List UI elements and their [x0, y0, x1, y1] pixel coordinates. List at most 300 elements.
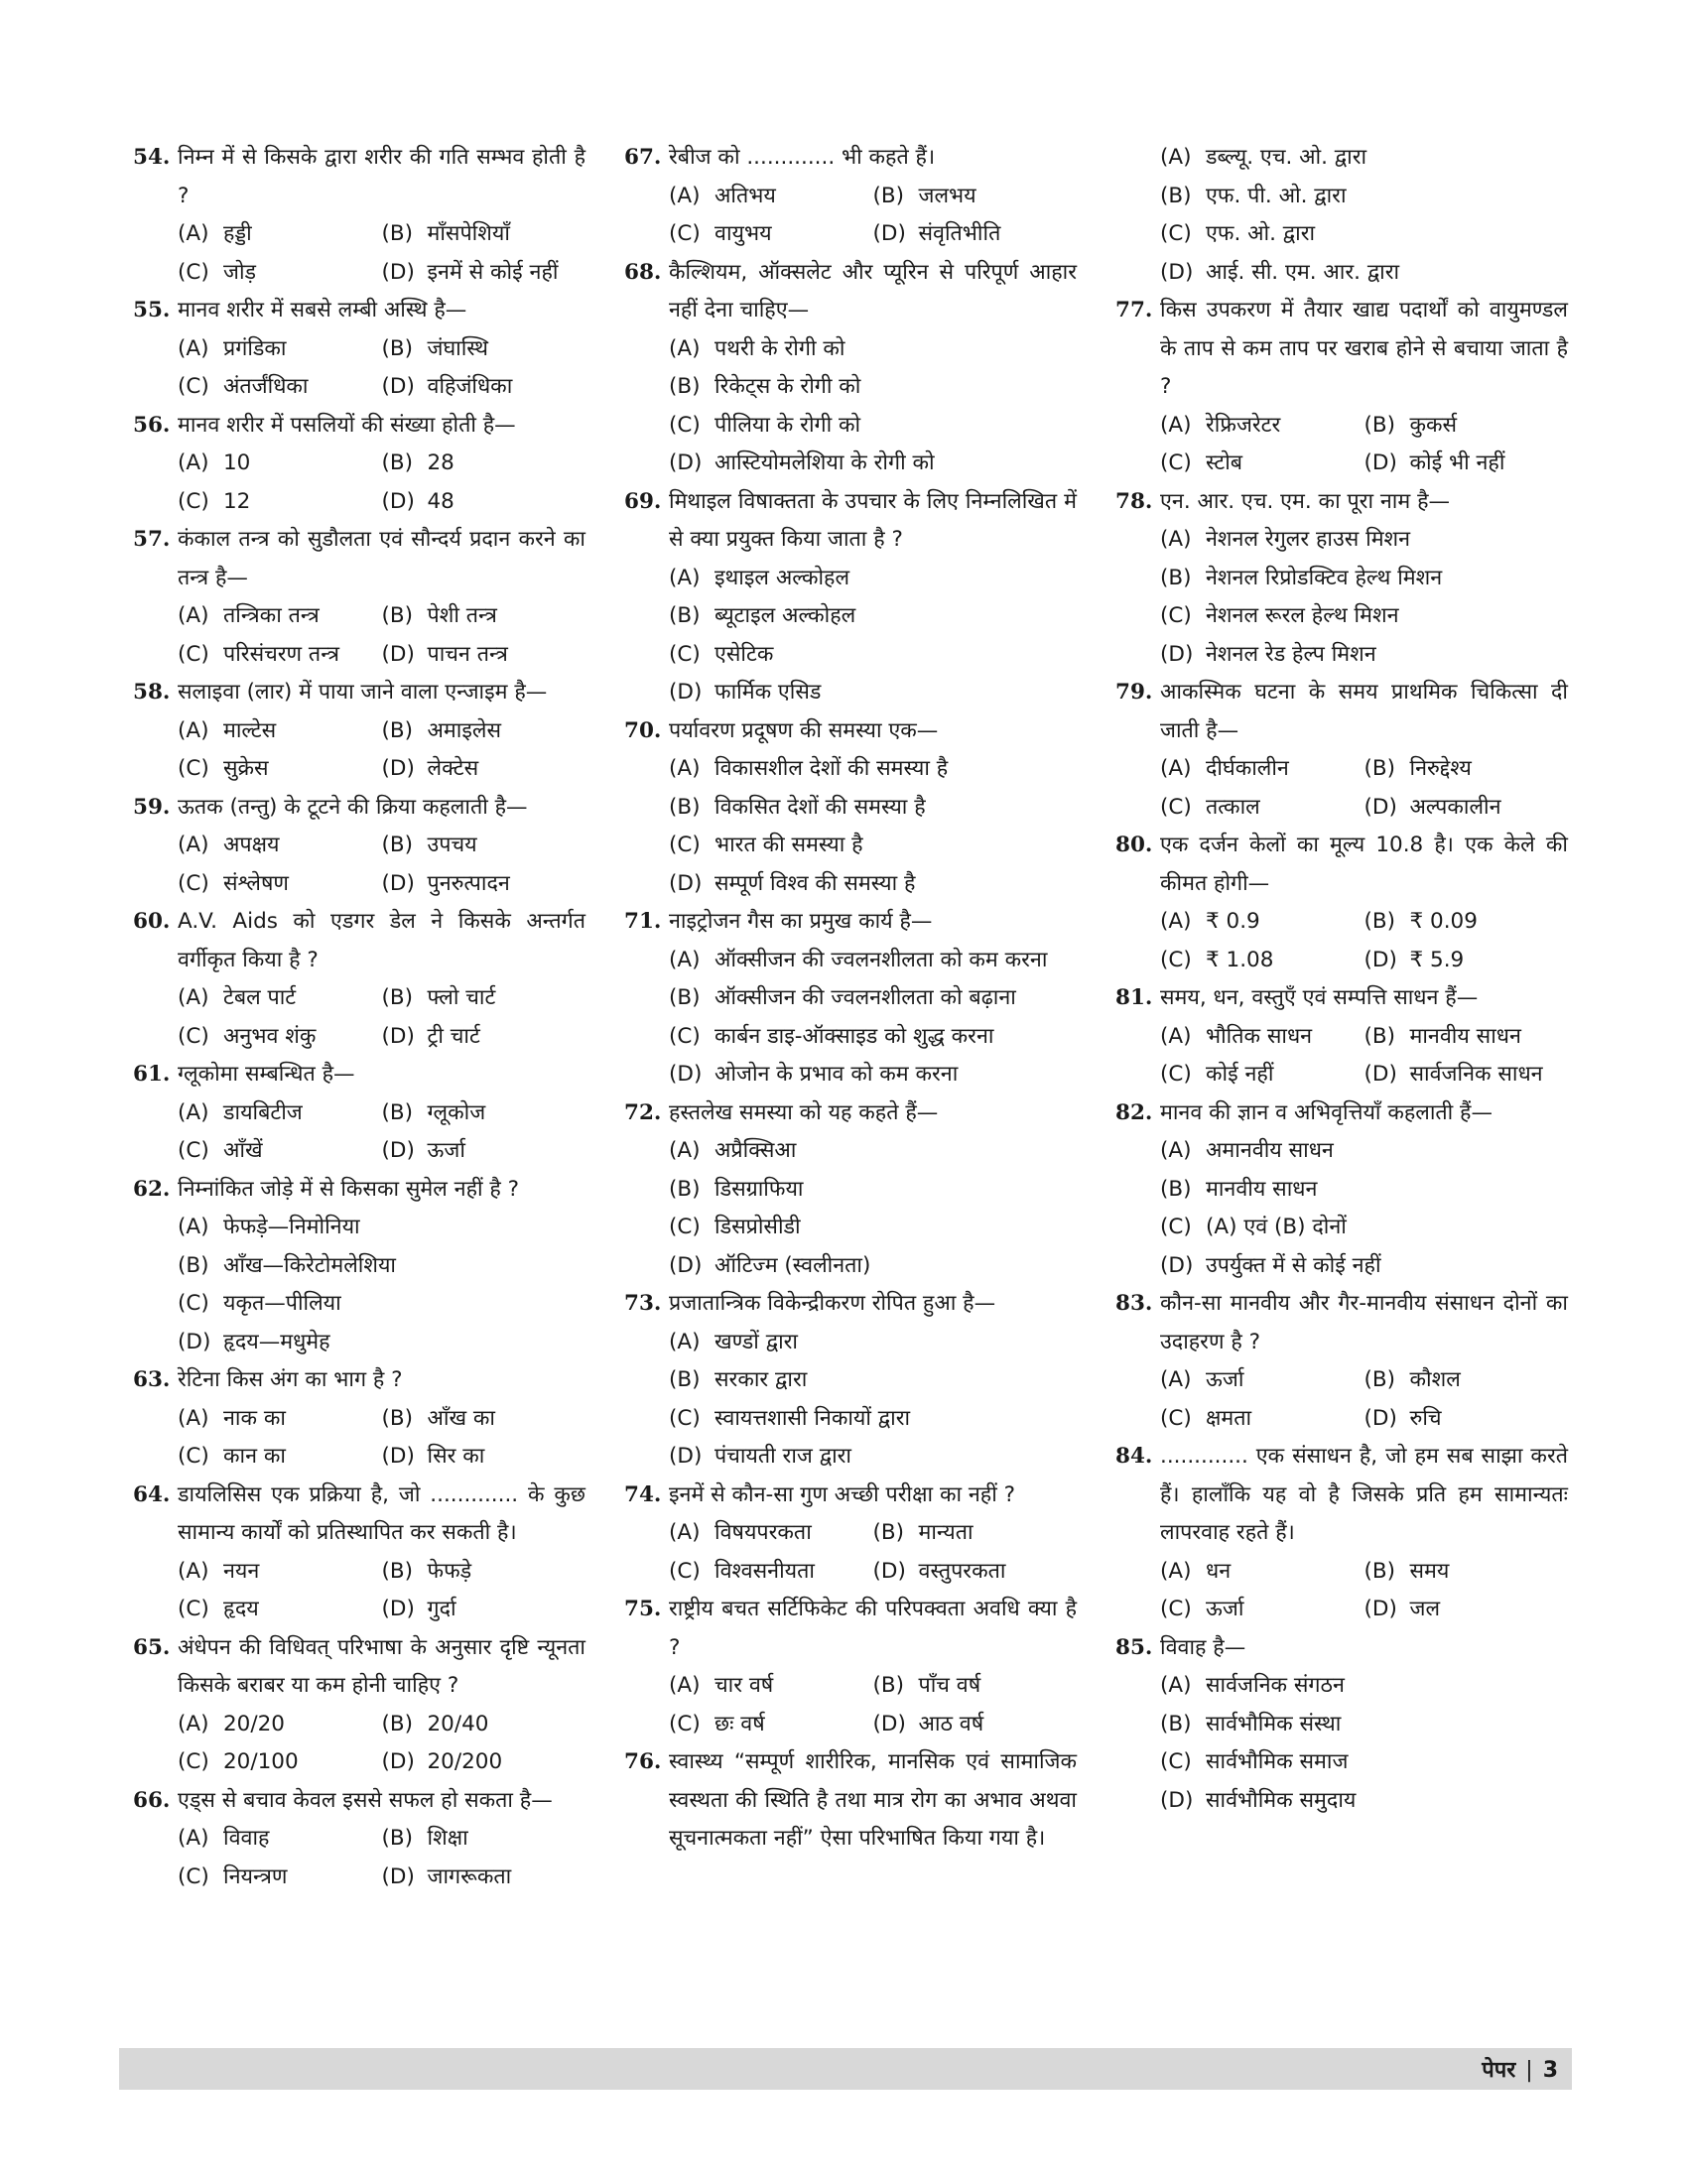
footer-text [1482, 2054, 1558, 2084]
option-text: निरुद्देश्य [1409, 756, 1472, 781]
option-label: (D) [381, 756, 415, 781]
option [669, 1667, 873, 1706]
question-body: एक दर्जन केलों का मूल्य 10.8 है। एक केले की कीमत होगी— [1160, 833, 1568, 896]
options [133, 1400, 585, 1477]
question-body: राष्ट्रीय बचत सर्टिफिकेट की परिपक्वता अवधि क्या है ? [669, 1597, 1077, 1660]
options [1115, 407, 1568, 483]
option [1160, 139, 1568, 178]
question-number: 54. [133, 145, 171, 170]
option-row [178, 1094, 585, 1133]
question [1115, 674, 1568, 827]
option-text: अप्रैक्सिआ [714, 1138, 797, 1163]
question-number: 85. [1115, 1634, 1153, 1660]
question-text [624, 1285, 1077, 1324]
question-number: 77. [1115, 298, 1153, 322]
option [382, 368, 586, 407]
option-text: डब्ल्यू. एच. ओ. द्वारा [1206, 145, 1367, 170]
option-text: ओजोन के प्रभाव को कम करना [714, 1062, 959, 1087]
option-row [178, 254, 585, 293]
options [1115, 750, 1568, 827]
option [1364, 1400, 1569, 1439]
question [624, 903, 1077, 1094]
question-number: 57. [133, 527, 171, 552]
option-row [669, 178, 1077, 216]
options [624, 1132, 1077, 1285]
option [382, 750, 586, 789]
option-text: आँखें [223, 1138, 263, 1163]
option [669, 1514, 873, 1553]
option-text: माल्टेस [223, 717, 277, 743]
options [1115, 1667, 1568, 1820]
option-text: कोई भी नहीं [1409, 450, 1505, 475]
option-label: (D) [381, 870, 415, 896]
option-text: आई. सी. एम. आर. द्वारा [1206, 259, 1400, 285]
option-text: सार्वजनिक साधन [1409, 1062, 1543, 1087]
option-label: (D) [381, 1138, 415, 1163]
option-text: समय [1409, 1558, 1450, 1584]
option [178, 1438, 382, 1477]
option-row [178, 1859, 585, 1897]
option [382, 1820, 586, 1859]
option-label: (A) [178, 1215, 209, 1239]
option [669, 1132, 1077, 1171]
option-label: (A) [1160, 756, 1192, 781]
question-body: अंधेपन की विधिवत् परिभाषा के अनुसार दृष्टि न्यूनता किसके बराबर या कम होनी चाहिए ? [178, 1634, 585, 1698]
question-body: मानव की ज्ञान व अभिवृत्तियाँ कहलाती हैं— [1160, 1099, 1493, 1125]
option-text: खण्डों द्वारा [714, 1329, 798, 1354]
page-number: 3 [1542, 2058, 1558, 2083]
question-text [624, 1743, 1077, 1859]
option-label: (A) [1160, 1673, 1192, 1698]
question-number: 84. [1115, 1444, 1153, 1469]
option [873, 1514, 1078, 1553]
option [382, 1094, 586, 1133]
option [669, 750, 1077, 789]
option-row [1160, 942, 1568, 980]
question-number: 72. [624, 1099, 662, 1125]
option-row [1160, 445, 1568, 483]
option [1364, 942, 1569, 980]
question-number: 68. [624, 259, 662, 285]
option-text: नेशनल रेगुलर हाउस मिशन [1206, 527, 1411, 552]
option-label: (B) [872, 1673, 905, 1698]
option-label: (B) [178, 1252, 209, 1278]
question-text [133, 903, 585, 979]
option-text: 20/100 [223, 1749, 299, 1774]
option-text: पंचायती राज द्वारा [714, 1444, 852, 1469]
option-row [178, 827, 585, 865]
question-body: विवाह है— [1160, 1634, 1246, 1660]
option-label: (A) [1160, 1138, 1192, 1163]
option-label: (A) [669, 1673, 701, 1698]
question-body: ग्लूकोमा सम्बन्धित है— [178, 1062, 355, 1087]
options [133, 330, 585, 407]
option-label: (C) [178, 1597, 209, 1621]
option-text: नेशनल रेड हेल्प मिशन [1206, 641, 1376, 667]
option [382, 1438, 586, 1477]
option-row [178, 636, 585, 675]
option [669, 674, 1077, 712]
option-text: 20/200 [427, 1749, 503, 1774]
option-row [178, 330, 585, 369]
option-label: (D) [669, 680, 703, 705]
question-body: निम्नांकित जोड़े में से किसका सुमेल नहीं है ? [178, 1176, 520, 1202]
question [133, 1171, 585, 1362]
option-text: हृदय—मधुमेह [223, 1329, 330, 1354]
option [382, 979, 586, 1018]
option-text: हड्डी [223, 221, 252, 246]
option-text: नियन्त्रण [223, 1863, 288, 1889]
options [624, 178, 1077, 254]
option-text: लेक्टेस [427, 756, 479, 781]
question [133, 139, 585, 292]
question-number: 66. [133, 1787, 171, 1813]
option-text: पाचन तन्त्र [427, 641, 508, 667]
option-text: पेशी तन्त्र [427, 603, 497, 628]
option [669, 1171, 1077, 1210]
option [1364, 445, 1569, 483]
question-text [624, 712, 1077, 751]
option [178, 1209, 585, 1247]
option-label: (A) [1160, 1558, 1192, 1584]
question-body: पर्यावरण प्रदूषण की समस्या एक— [669, 717, 939, 743]
question-text [624, 254, 1077, 330]
option [669, 865, 1077, 904]
options [1115, 1132, 1568, 1285]
option-text: मानवीय साधन [1409, 1023, 1521, 1049]
option-text: टेबल पार्ट [223, 985, 297, 1010]
option-text: सरकार द्वारा [714, 1367, 808, 1392]
option [669, 368, 1077, 407]
option [1160, 1667, 1568, 1706]
option [178, 1706, 382, 1744]
question-text [1115, 827, 1568, 903]
options [133, 445, 585, 521]
option-label: (C) [178, 756, 209, 781]
option [669, 979, 1077, 1018]
option [669, 1056, 1077, 1094]
option [178, 712, 382, 751]
option [669, 1209, 1077, 1247]
option-label: (A) [178, 1405, 209, 1431]
column-1 [133, 139, 585, 1896]
option-row [1160, 903, 1568, 942]
option-label: (C) [1160, 794, 1192, 820]
question-body: हस्तलेख समस्या को यह कहते हैं— [669, 1099, 939, 1125]
question-text [133, 521, 585, 597]
option-label: (A) [178, 717, 209, 743]
option-label: (B) [381, 1826, 414, 1851]
option [1160, 1209, 1568, 1247]
option-label: (C) [1160, 450, 1192, 475]
option [178, 1400, 382, 1439]
option [669, 789, 1077, 828]
option-text: ₹ 0.09 [1409, 909, 1478, 934]
option-label: (D) [669, 1252, 703, 1278]
option-text: नयन [223, 1558, 260, 1584]
option [669, 827, 1077, 865]
option [669, 1706, 873, 1744]
option-label: (B) [381, 450, 414, 475]
option-label: (A) [178, 603, 209, 628]
options [133, 1209, 585, 1361]
option-text: रिकेट्स के रोगी को [714, 374, 861, 399]
option [669, 445, 1077, 483]
question [133, 292, 585, 407]
option-label: (C) [669, 833, 701, 857]
option-row [669, 1706, 1077, 1744]
option-text: सिर का [427, 1444, 485, 1469]
option-text: मानवीय साधन [1206, 1176, 1318, 1202]
option [382, 827, 586, 865]
option [1160, 903, 1364, 942]
option-text: अपक्षय [223, 833, 280, 857]
option-row [1160, 1361, 1568, 1400]
option [1160, 750, 1364, 789]
option [1160, 215, 1568, 254]
option [178, 215, 382, 254]
option-row [1160, 1056, 1568, 1094]
option-text: कार्बन डाइ-ऑक्साइड को शुद्ध करना [714, 1023, 994, 1049]
option-text: अमानवीय साधन [1206, 1138, 1334, 1163]
option-label: (A) [178, 221, 209, 246]
option-text: विवाह [223, 1826, 270, 1851]
option-label: (B) [381, 1099, 414, 1125]
option-label: (B) [381, 985, 414, 1010]
option-text: 28 [427, 450, 454, 475]
option [382, 1706, 586, 1744]
question-number: 70. [624, 717, 662, 743]
option [1160, 789, 1364, 828]
question-text [624, 139, 1077, 178]
option-row [178, 1438, 585, 1477]
question-text [1115, 1438, 1568, 1553]
option-row [178, 215, 585, 254]
option [1364, 750, 1569, 789]
question-number: 60. [133, 909, 171, 934]
option [382, 445, 586, 483]
question-body: मिथाइल विषाक्तता के उपचार के लिए निम्नलिखित में से क्या प्रयुक्त किया जाता है ? [669, 488, 1077, 552]
option-text: सुक्रेस [223, 756, 269, 781]
options [133, 1820, 585, 1896]
option-label: (B) [1363, 756, 1396, 781]
option [382, 1018, 586, 1057]
option-text: स्टोब [1206, 450, 1243, 475]
question-number: 82. [1115, 1099, 1153, 1125]
option [178, 445, 382, 483]
option-text: संश्लेषण [223, 870, 289, 896]
question-text [133, 1056, 585, 1094]
option-label: (B) [1160, 183, 1192, 208]
option-label: (A) [669, 947, 701, 972]
option-label: (D) [381, 641, 415, 667]
question-number: 56. [133, 412, 171, 438]
option [669, 1247, 1077, 1286]
option-label: (B) [381, 603, 414, 628]
option-text: आँख—किरेटोमलेशिया [223, 1252, 397, 1278]
option-text: ऊर्जा [1206, 1367, 1244, 1392]
option-label: (D) [1160, 641, 1194, 667]
option-label: (D) [381, 1749, 415, 1774]
question-text [133, 1629, 585, 1706]
option-text: अतिभय [714, 183, 776, 208]
option-text: आस्टियोमलेशिया के रोगी को [714, 450, 935, 475]
option-label: (D) [178, 1329, 211, 1354]
option [382, 636, 586, 675]
option-label: (B) [1160, 1711, 1192, 1736]
option-label: (B) [669, 1367, 701, 1392]
options [133, 597, 585, 674]
option-text: कोई नहीं [1206, 1062, 1274, 1087]
option-text: जलभय [918, 183, 976, 208]
option-text: उपर्युक्त में से कोई नहीं [1206, 1252, 1381, 1278]
option [669, 215, 873, 254]
option-row [669, 1667, 1077, 1706]
option-row [669, 215, 1077, 254]
question-number: 55. [133, 298, 171, 322]
option-row [1160, 1400, 1568, 1439]
options [133, 1553, 585, 1629]
option-label: (A) [669, 565, 701, 590]
option [669, 597, 1077, 636]
question-text [1115, 979, 1568, 1018]
option-label: (C) [178, 1138, 209, 1163]
question-body: कंकाल तन्त्र को सुडौलता एवं सौन्दर्य प्रदान करने का तन्त्र है— [178, 527, 585, 590]
options [624, 942, 1077, 1094]
option [1160, 1400, 1364, 1439]
question-number: 69. [624, 488, 662, 514]
option-label: (A) [1160, 412, 1192, 438]
question-number: 78. [1115, 488, 1153, 514]
question-body: समय, धन, वस्तुएँ एवं सम्पत्ति साधन हैं— [1160, 985, 1479, 1010]
question-text [624, 1477, 1077, 1515]
option-label: (D) [872, 1558, 906, 1584]
option-label: (B) [669, 985, 701, 1010]
option [1160, 942, 1364, 980]
option-label: (B) [1363, 412, 1396, 438]
option-text: 20/20 [223, 1711, 285, 1736]
option-label: (C) [1160, 603, 1192, 628]
question [624, 254, 1077, 483]
option-text: पथरी के रोगी को [714, 335, 845, 361]
option [178, 827, 382, 865]
option-label: (A) [669, 183, 701, 208]
option-label: (D) [381, 488, 415, 514]
question-number: 81. [1115, 985, 1153, 1010]
options [133, 1094, 585, 1171]
option-text: स्वायत्तशासी निकायों द्वारा [714, 1405, 911, 1431]
option-label: (D) [1160, 259, 1194, 285]
option-text: सार्वभौमिक समाज [1206, 1749, 1349, 1774]
question-number: 65. [133, 1634, 171, 1660]
option-label: (A) [669, 1329, 701, 1354]
options [133, 979, 585, 1056]
option-text: (A) एवं (B) दोनों [1206, 1215, 1347, 1239]
option-text: तन्त्रिका तन्त्र [223, 603, 320, 628]
option-label: (C) [178, 870, 209, 896]
question [624, 1094, 1077, 1286]
option-text: विकासशील देशों की समस्या है [714, 756, 949, 781]
question-number: 67. [624, 145, 662, 170]
option-label: (B) [669, 1176, 701, 1202]
option [178, 1247, 585, 1286]
option-text: 10 [223, 450, 251, 475]
option-text: वहिजंधिका [427, 374, 513, 399]
option [1160, 597, 1568, 636]
question-number: 61. [133, 1062, 171, 1087]
column-2 [624, 139, 1077, 1859]
options [1115, 139, 1568, 292]
option-row [669, 1514, 1077, 1553]
option-text: कुकर्स [1409, 412, 1458, 438]
question-body: स्वास्थ्य “सम्पूर्ण शारीरिक, मानसिक एवं सामाजिक स्वस्थता की स्थिति है तथा मात्र रोग का अभाव अथवा सूचनात्मकता नहीं” ऐसा परिभाषित किया गया है। [669, 1749, 1077, 1851]
option-text: यकृत—पीलिया [223, 1291, 341, 1316]
option [382, 1132, 586, 1171]
option-label: (B) [1160, 1176, 1192, 1202]
option-label: (B) [381, 1558, 414, 1584]
question [624, 483, 1077, 712]
option-text: आँख का [427, 1405, 495, 1431]
option-text: ₹ 0.9 [1206, 909, 1260, 934]
option-label: (C) [669, 1558, 701, 1584]
option [178, 750, 382, 789]
options [1115, 1018, 1568, 1094]
option [669, 407, 1077, 446]
option [1160, 407, 1364, 446]
question-text [1115, 483, 1568, 522]
option-row [178, 750, 585, 789]
option [1160, 1782, 1568, 1821]
option-label: (C) [1160, 1749, 1192, 1774]
question [1115, 827, 1568, 979]
option-label: (A) [1160, 1367, 1192, 1392]
option-label: (D) [381, 1444, 415, 1469]
question-body: किस उपकरण में तैयार खाद्य पदार्थों को वायुमण्डल के ताप से कम ताप पर खराब होने से बचाया जाता है ? [1160, 298, 1568, 399]
option-text: परिसंचरण तन्त्र [223, 641, 340, 667]
column-3 [1115, 139, 1568, 1820]
option-label: (C) [1160, 1597, 1192, 1621]
option-row [178, 1591, 585, 1629]
question [133, 407, 585, 522]
option-text: वायुभय [714, 221, 772, 246]
option [1364, 407, 1569, 446]
option-label: (D) [1363, 1062, 1397, 1087]
option [1160, 1132, 1568, 1171]
option-label: (C) [1160, 947, 1192, 972]
option [382, 1553, 586, 1592]
option-label: (A) [1160, 527, 1192, 552]
option [178, 1591, 382, 1629]
question-number: 58. [133, 680, 171, 705]
options [133, 215, 585, 292]
option-text: 48 [427, 488, 454, 514]
question [624, 1591, 1077, 1743]
option-label: (D) [872, 1711, 906, 1736]
option [178, 1094, 382, 1133]
option-row [178, 865, 585, 904]
option-text: जोड़ [223, 259, 257, 285]
question-text [624, 483, 1077, 560]
option-label: (D) [669, 1444, 703, 1469]
question [133, 1782, 585, 1897]
question [1115, 292, 1568, 483]
option [382, 215, 586, 254]
question-text [624, 903, 1077, 942]
option-text: अनुभव शंकु [223, 1023, 317, 1049]
option [178, 865, 382, 904]
option [1160, 1743, 1568, 1782]
question [1115, 979, 1568, 1094]
